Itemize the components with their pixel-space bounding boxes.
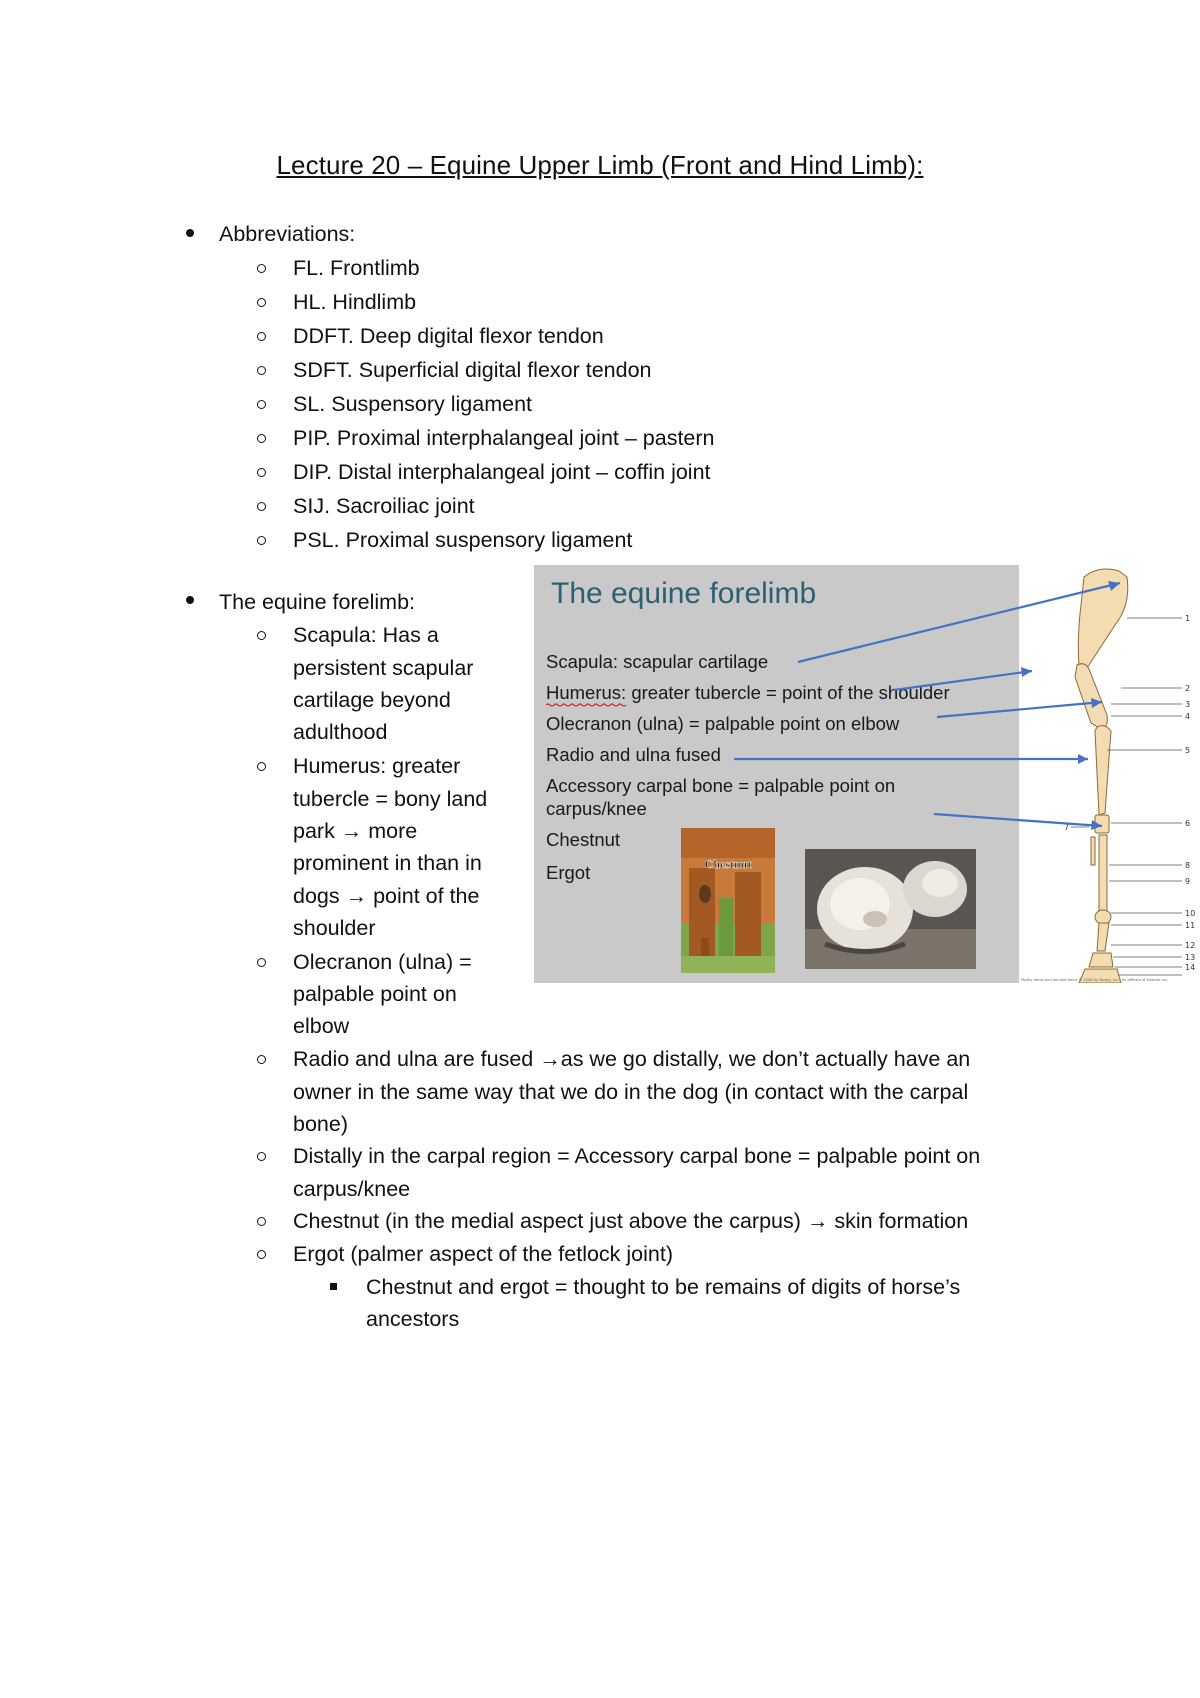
copyright-text: Mosby items and derived items © 2008 by Mosby, Inc., an affiliate of Elsevier Inc. <box>1021 978 1169 982</box>
list-item: SDFT. Superficial digital flexor tendon <box>293 358 652 382</box>
sub-note-line: Chestnut and ergot = thought to be remains of digits of horse’s <box>366 1275 961 1299</box>
humerus-line: park → more <box>293 819 418 843</box>
bullet <box>257 332 266 341</box>
skeleton-number: 6 <box>1185 819 1191 828</box>
skeleton-number: 12 <box>1185 941 1196 950</box>
slide-title: The equine forelimb <box>551 577 817 610</box>
slide-line: Olecranon (ulna) = palpable point on elbow <box>546 713 900 734</box>
skeleton-number: 9 <box>1185 877 1191 886</box>
bullet <box>257 958 266 967</box>
scapula-line: persistent scapular <box>293 656 474 680</box>
bullet <box>257 400 266 409</box>
chestnut-line: Chestnut (in the medial aspect just above the carpus) → skin formation <box>293 1209 969 1233</box>
skeleton-number: 14 <box>1185 963 1196 972</box>
slide-line: Scapula: scapular cartilage <box>546 651 769 672</box>
skeleton-number: 1 <box>1185 614 1191 623</box>
arrow-line <box>894 671 1032 690</box>
list-item: HL. Hindlimb <box>293 290 417 314</box>
skeleton-number: 7 <box>1064 823 1070 832</box>
olecranon-line: elbow <box>293 1014 350 1038</box>
radio-line: bone) <box>293 1112 348 1136</box>
arrow-line <box>937 702 1102 717</box>
bullet <box>257 1250 266 1259</box>
bullet <box>186 596 194 604</box>
skeleton-number: 3 <box>1185 700 1191 709</box>
list-item: DDFT. Deep digital flexor tendon <box>293 324 604 348</box>
abbreviations-heading: Abbreviations: <box>219 222 356 246</box>
humerus-line: shoulder <box>293 916 376 940</box>
bullet <box>257 1217 266 1226</box>
annotation-arrows <box>534 565 1198 983</box>
skeleton-number: 13 <box>1185 953 1196 962</box>
bullet <box>257 1152 266 1161</box>
distal-line: Distally in the carpal region = Accessory carpal bone = palpable point on <box>293 1144 981 1168</box>
forelimb-slide <box>534 565 1198 983</box>
list-item: FL. Frontlimb <box>293 256 420 280</box>
list-item: SL. Suspensory ligament <box>293 392 533 416</box>
list-item: SIJ. Sacroiliac joint <box>293 494 475 518</box>
humerus-line: dogs → point of the <box>293 884 480 908</box>
bullet <box>257 502 266 511</box>
bullet <box>257 1055 266 1064</box>
slide-line: Radio and ulna fused <box>546 744 721 765</box>
humerus-line: Humerus: greater <box>293 754 461 778</box>
scapula-line: adulthood <box>293 720 388 744</box>
list-item: PSL. Proximal suspensory ligament <box>293 528 633 552</box>
humerus-line: prominent in than in <box>293 851 482 875</box>
slide-line: carpus/knee <box>546 798 647 819</box>
humerus-line: tubercle = bony land <box>293 787 488 811</box>
scapula-line: cartilage beyond <box>293 688 451 712</box>
skeleton-number: 4 <box>1185 712 1191 721</box>
distal-line: carpus/knee <box>293 1177 411 1201</box>
bullet <box>257 631 266 640</box>
slide-line: Ergot <box>546 862 591 883</box>
arrow-line <box>934 814 1102 826</box>
olecranon-line: Olecranon (ulna) = <box>293 950 472 974</box>
list-item: PIP. Proximal interphalangeal joint – pastern <box>293 426 715 450</box>
skeleton-number: 5 <box>1185 746 1191 755</box>
bullet <box>257 762 266 771</box>
ergot-line: Ergot (palmer aspect of the fetlock joint) <box>293 1242 674 1266</box>
skeleton-number: 2 <box>1185 684 1191 693</box>
bullet <box>257 264 266 273</box>
page-title: Lecture 20 – Equine Upper Limb (Front and Hind Limb): <box>276 150 924 180</box>
bullet <box>330 1283 337 1290</box>
radio-line: Radio and ulna are fused →as we go distally, we don’t actually have an <box>293 1047 971 1071</box>
slide-line: Accessory carpal bone = palpable point on <box>546 775 896 796</box>
photo-label: Chestnut <box>704 857 752 871</box>
radio-line: owner in the same way that we do in the dog (in contact with the carpal <box>293 1080 969 1104</box>
bullet <box>257 536 266 545</box>
bullet <box>257 366 266 375</box>
bullet <box>257 468 266 477</box>
arrowhead <box>1078 754 1088 764</box>
bullet <box>257 434 266 443</box>
slide-line: Chestnut <box>546 829 621 850</box>
sub-note-line: ancestors <box>366 1307 460 1331</box>
olecranon-line: palpable point on <box>293 982 457 1006</box>
slide-line: Humerus: greater tubercle = point of the shoulder <box>546 682 950 703</box>
bullet <box>186 229 194 237</box>
skeleton-number: 10 <box>1185 909 1196 918</box>
forelimb-heading: The equine forelimb: <box>219 590 415 614</box>
skeleton-number: 8 <box>1185 861 1191 870</box>
scapula-line: Scapula: Has a <box>293 623 439 647</box>
list-item: DIP. Distal interphalangeal joint – coffin joint <box>293 460 711 484</box>
skeleton-number: 11 <box>1185 921 1196 930</box>
bullet <box>257 298 266 307</box>
arrow-line <box>798 583 1120 662</box>
